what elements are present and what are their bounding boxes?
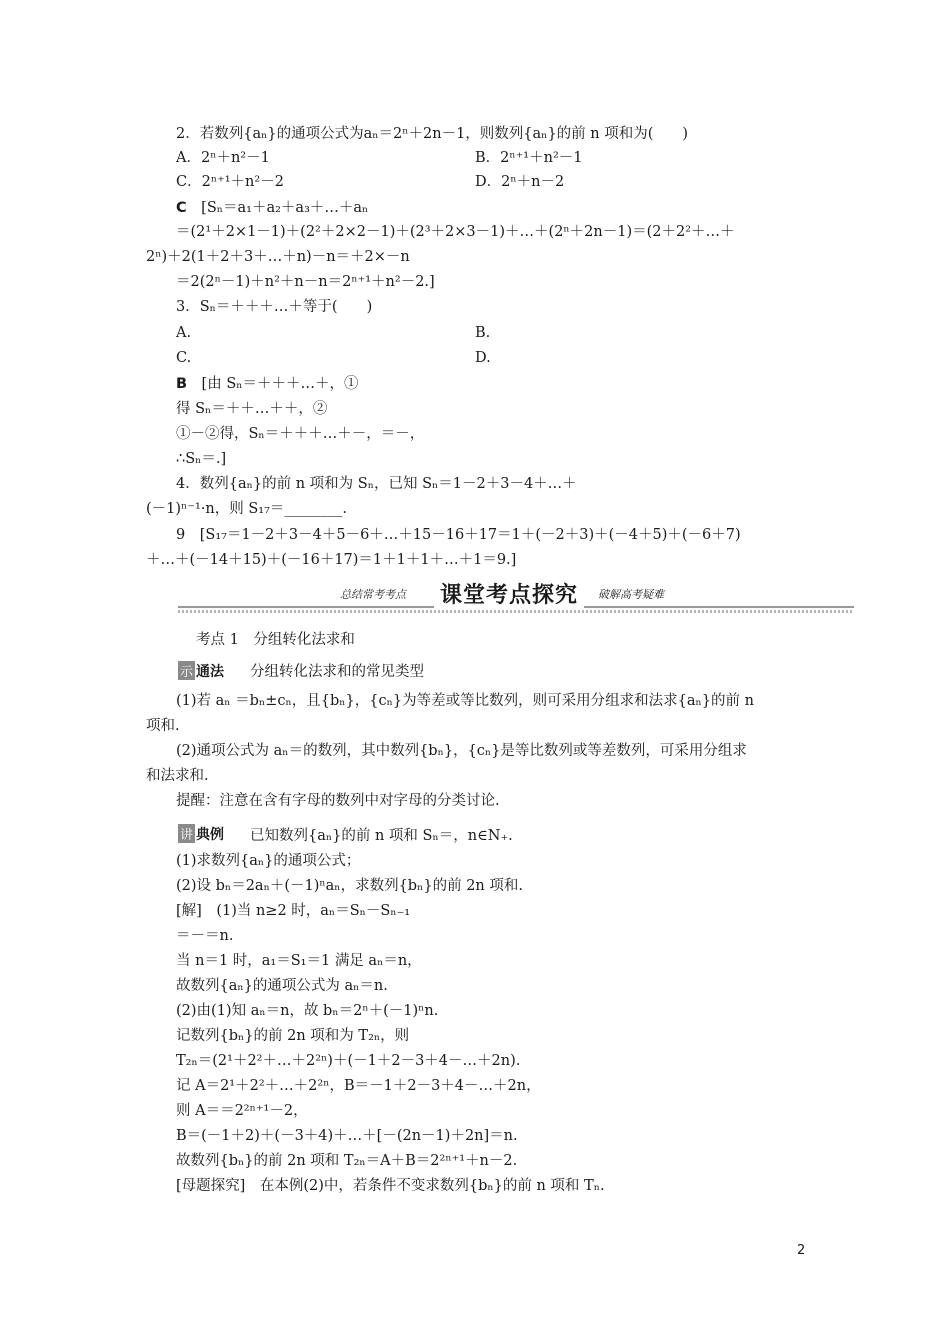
line-text: 考点 1 分组转化法求和 xyxy=(196,632,355,648)
banner-title: 课堂考点探究 xyxy=(434,578,584,609)
line-text: 4．数列{aₙ}的前 n 项和为 Sₙ，已知 Sₙ＝1－2＋3－4＋…＋ xyxy=(176,476,577,492)
line-text: [解] (1)当 n≥2 时，aₙ＝Sₙ－Sₙ₋₁ xyxy=(176,903,411,919)
text-line-q3-d xyxy=(475,348,491,368)
line-text: D．2ⁿ＋n－2 xyxy=(475,174,565,190)
line-text: 2．若数列{aₙ}的通项公式为aₙ＝2ⁿ＋2n－1，则数列{aₙ}的前 n 项和为( ) xyxy=(176,126,689,142)
line-text: B．2ⁿ⁺¹＋n²－1 xyxy=(475,150,583,166)
text-line-q3-ans4 xyxy=(176,449,226,469)
text-line-q3-a xyxy=(176,323,191,343)
banner-right-text: 破解高考疑难 xyxy=(594,586,668,602)
text-line-s7 xyxy=(176,1051,520,1071)
text-line-q2-b xyxy=(475,148,583,168)
text-line-q3 xyxy=(176,297,372,317)
text-line-s3 xyxy=(176,951,422,971)
text-line-s8 xyxy=(176,1076,541,1096)
line-text: ∴Sₙ＝.] xyxy=(176,451,227,467)
line-text: 故数列{aₙ}的通项公式为 aₙ＝n. xyxy=(176,978,388,994)
text-line-s9 xyxy=(176,1101,308,1121)
text-line-q2-ans2 xyxy=(176,222,735,242)
line-text: 2ⁿ)＋2(1＋2＋3＋…＋n)－n＝＋2×－n xyxy=(146,249,410,265)
text-line-s11 xyxy=(176,1151,517,1171)
line-text: 记 A＝2¹＋2²＋…＋2²ⁿ，B＝－1＋2－3＋4－…＋2n， xyxy=(176,1078,541,1094)
text-line-tf-text xyxy=(250,662,424,682)
answer-letter: C xyxy=(176,200,187,216)
text-line-q2-a xyxy=(176,148,270,168)
line-text: B. xyxy=(475,325,491,341)
dianli-text: 典例 xyxy=(196,827,225,843)
text-line-q3-ans1 xyxy=(176,374,359,394)
line-text: 则 A＝＝2²ⁿ⁺¹－2， xyxy=(176,1103,308,1119)
text-line-e2 xyxy=(176,876,523,896)
answer-letter: B xyxy=(176,376,188,392)
text-line-q2-c xyxy=(176,172,284,192)
line-text: ＝2(2ⁿ－1)＋n²＋n－n＝2ⁿ⁺¹＋n²－2.] xyxy=(176,274,435,290)
text-line-s10 xyxy=(176,1126,518,1146)
line-text: 已知数列{aₙ}的前 n 项和 Sₙ＝，n∈N₊. xyxy=(250,828,513,844)
line-text: 得 Sₙ＝＋＋…＋＋，② xyxy=(176,401,328,417)
text-line-tip xyxy=(176,791,500,811)
banner-left-text: 总结常考考点 xyxy=(336,586,410,602)
dianli-box: 讲 xyxy=(178,824,195,843)
text-line-s2 xyxy=(176,926,233,946)
line-text: 记数列{bₙ}的前 2n 项和为 T₂ₙ，则 xyxy=(176,1028,410,1044)
text-line-q3-b xyxy=(475,323,490,343)
section-banner xyxy=(178,580,854,616)
line-text: A. xyxy=(176,325,192,341)
text-line-ex-text xyxy=(250,826,513,846)
tongfa-label xyxy=(178,661,224,681)
line-text: 和法求和. xyxy=(146,768,209,784)
text-line-q4-ans1 xyxy=(176,525,741,545)
text-line-s4 xyxy=(176,976,388,996)
line-text: ＝(2¹＋2×1－1)＋(2²＋2×2－1)＋(2³＋2×3－1)＋…＋(2ⁿ＋2n－1)＝(2＋2²＋…＋ xyxy=(176,224,735,240)
text-line-s12 xyxy=(176,1176,605,1196)
line-text: (2)通项公式为 aₙ＝的数列，其中数列{bₙ}，{cₙ}是等比数列或等差数列，可采用分组求 xyxy=(176,743,747,759)
line-text: 分组转化法求和的常见类型 xyxy=(250,664,424,680)
line-text: (2)由(1)知 aₙ＝n，故 bₙ＝2ⁿ＋(－1)ⁿn. xyxy=(176,1003,439,1019)
text-line-p2b xyxy=(146,766,209,786)
line-text: [Sₙ＝a₁＋a₂＋a₃＋…＋aₙ xyxy=(186,200,369,216)
line-text: 当 n＝1 时，a₁＝S₁＝1 满足 aₙ＝n， xyxy=(176,953,422,969)
text-line-q4 xyxy=(176,474,577,494)
text-line-q2-d xyxy=(475,172,564,192)
text-line-q2-ans3 xyxy=(146,247,410,267)
line-text: D. xyxy=(475,350,491,366)
tongfa-text: 通法 xyxy=(196,664,225,680)
text-line-q3-ans3 xyxy=(176,424,424,444)
line-text: [母题探究] 在本例(2)中，若条件不变求数列{bₙ}的前 n 项和 Tₙ. xyxy=(176,1178,605,1194)
page-number: 2 xyxy=(797,1243,806,1258)
line-text: ①－②得，Sₙ＝＋＋＋…＋－，＝－， xyxy=(176,426,425,442)
text-line-e1 xyxy=(176,851,360,871)
line-text: B＝(－1＋2)＋(－3＋4)＋…＋[－(2n－1)＋2n]＝n. xyxy=(176,1128,518,1144)
text-line-q2-ans4 xyxy=(176,272,435,292)
line-text: C．2ⁿ⁺¹＋n²－2 xyxy=(176,174,284,190)
text-line-q3-ans2 xyxy=(176,399,327,419)
text-line-p1b xyxy=(146,716,180,736)
text-line-q4-2 xyxy=(146,499,347,519)
dianli-label xyxy=(178,824,224,844)
text-line-s5 xyxy=(176,1001,438,1021)
text-line-s1 xyxy=(176,901,410,921)
line-text: 提醒：注意在含有字母的数列中对字母的分类讨论. xyxy=(176,793,500,809)
text-line-p2 xyxy=(176,741,747,761)
text-line-kd1 xyxy=(196,630,355,650)
text-line-q3-c xyxy=(176,348,191,368)
line-text: 9 [S₁₇＝1－2＋3－4＋5－6＋…＋15－16＋17＝1＋(－2＋3)＋(－4＋5)＋(－6＋7) xyxy=(176,527,741,543)
line-text: 项和. xyxy=(146,718,180,734)
line-text: (1)求数列{aₙ}的通项公式； xyxy=(176,853,361,869)
line-text: (1)若 aₙ ＝bₙ±cₙ，且{bₙ}，{cₙ}为等差或等比数列，则可采用分组求和法求{aₙ}的前 n xyxy=(176,693,754,709)
line-text: ＋…＋(－14＋15)＋(－16＋17)＝1＋1＋1＋…＋1＝9.] xyxy=(146,552,517,568)
line-text: 3．Sₙ＝＋＋＋…＋等于( ) xyxy=(176,299,373,315)
text-line-p1 xyxy=(176,691,754,711)
line-text: A．2ⁿ＋n²－1 xyxy=(176,150,270,166)
line-text: (2)设 bₙ＝2aₙ＋(－1)ⁿaₙ，求数列{bₙ}的前 2n 项和. xyxy=(176,878,523,894)
text-line-q2 xyxy=(176,124,688,144)
line-text: C. xyxy=(176,350,192,366)
text-line-q4-ans2 xyxy=(146,550,516,570)
line-text: [由 Sₙ＝＋＋＋…＋，① xyxy=(187,376,359,392)
line-text: T₂ₙ＝(2¹＋2²＋…＋2²ⁿ)＋(－1＋2－3＋4－…＋2n). xyxy=(176,1053,521,1069)
line-text: ＝－＝n. xyxy=(176,928,234,944)
banner-dotted-rule xyxy=(178,610,854,613)
line-text: 故数列{bₙ}的前 2n 项和 T₂ₙ＝A＋B＝2²ⁿ⁺¹＋n－2. xyxy=(176,1153,518,1169)
text-line-s6 xyxy=(176,1026,409,1046)
tongfa-box: 示 xyxy=(178,661,195,680)
line-text: (－1)ⁿ⁻¹·n，则 S₁₇＝________. xyxy=(146,501,348,517)
text-line-q2-ans1 xyxy=(176,198,368,218)
